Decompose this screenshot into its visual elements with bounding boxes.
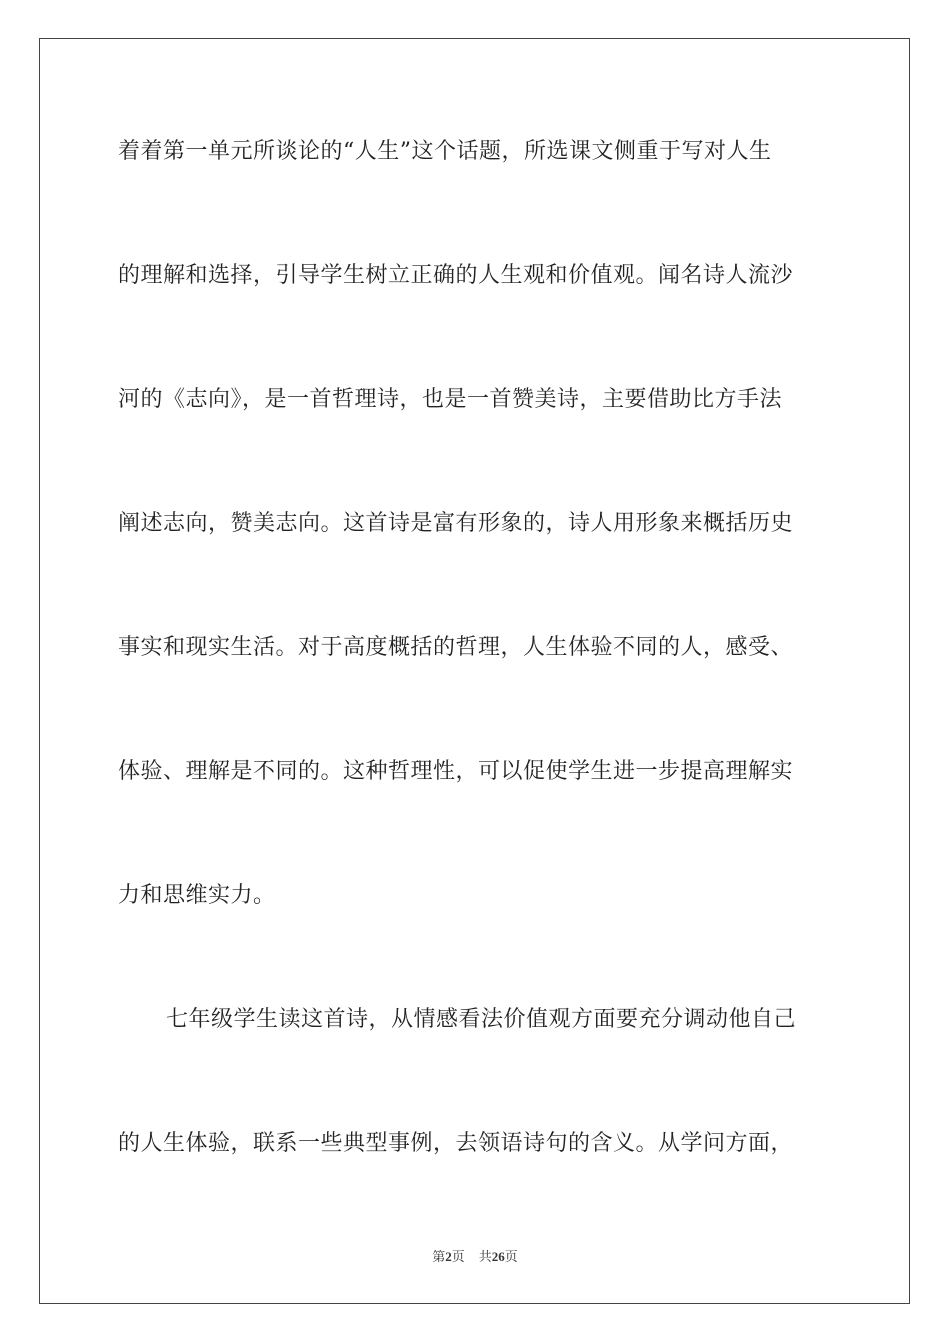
text-line-5: 事实和现实生活。对于高度概括的哲理，人生体验不同的人，感受、 <box>118 635 794 660</box>
footer-total-prefix: 共 <box>478 1250 492 1265</box>
footer-total-pages: 26 <box>491 1249 505 1264</box>
footer-total-suffix: 页 <box>504 1250 518 1265</box>
footer-page-prefix: 第 <box>432 1250 446 1265</box>
text-line-7: 力和思维实力。 <box>118 883 276 908</box>
page-border <box>39 38 910 1304</box>
text-line-3: 河的《志向》，是一首哲理诗，也是一首赞美诗，主要借助比方手法 <box>118 387 783 412</box>
page-footer <box>0 1248 950 1267</box>
text-line-2: 的理解和选择，引导学生树立正确的人生观和价值观。闻名诗人流沙 <box>118 263 794 288</box>
text-line-6: 体验、理解是不同的。这种哲理性，可以促使学生进一步提高理解实 <box>118 759 794 784</box>
text-line-8: 七年级学生读这首诗，从情感看法价值观方面要充分调动他自己 <box>166 1007 797 1032</box>
text-line-9: 的人生体验，联系一些典型事例，去领语诗句的含义。从学问方面， <box>118 1131 794 1156</box>
text-line-4: 阐述志向，赞美志向。这首诗是富有形象的，诗人用形象来概括历史 <box>118 511 794 536</box>
footer-page-number: 2 <box>445 1249 452 1264</box>
text-line-1: 着着第一单元所谈论的“人生”这个话题，所选课文侧重于写对人生 <box>118 139 772 164</box>
footer-page-suffix: 页 <box>451 1250 465 1265</box>
